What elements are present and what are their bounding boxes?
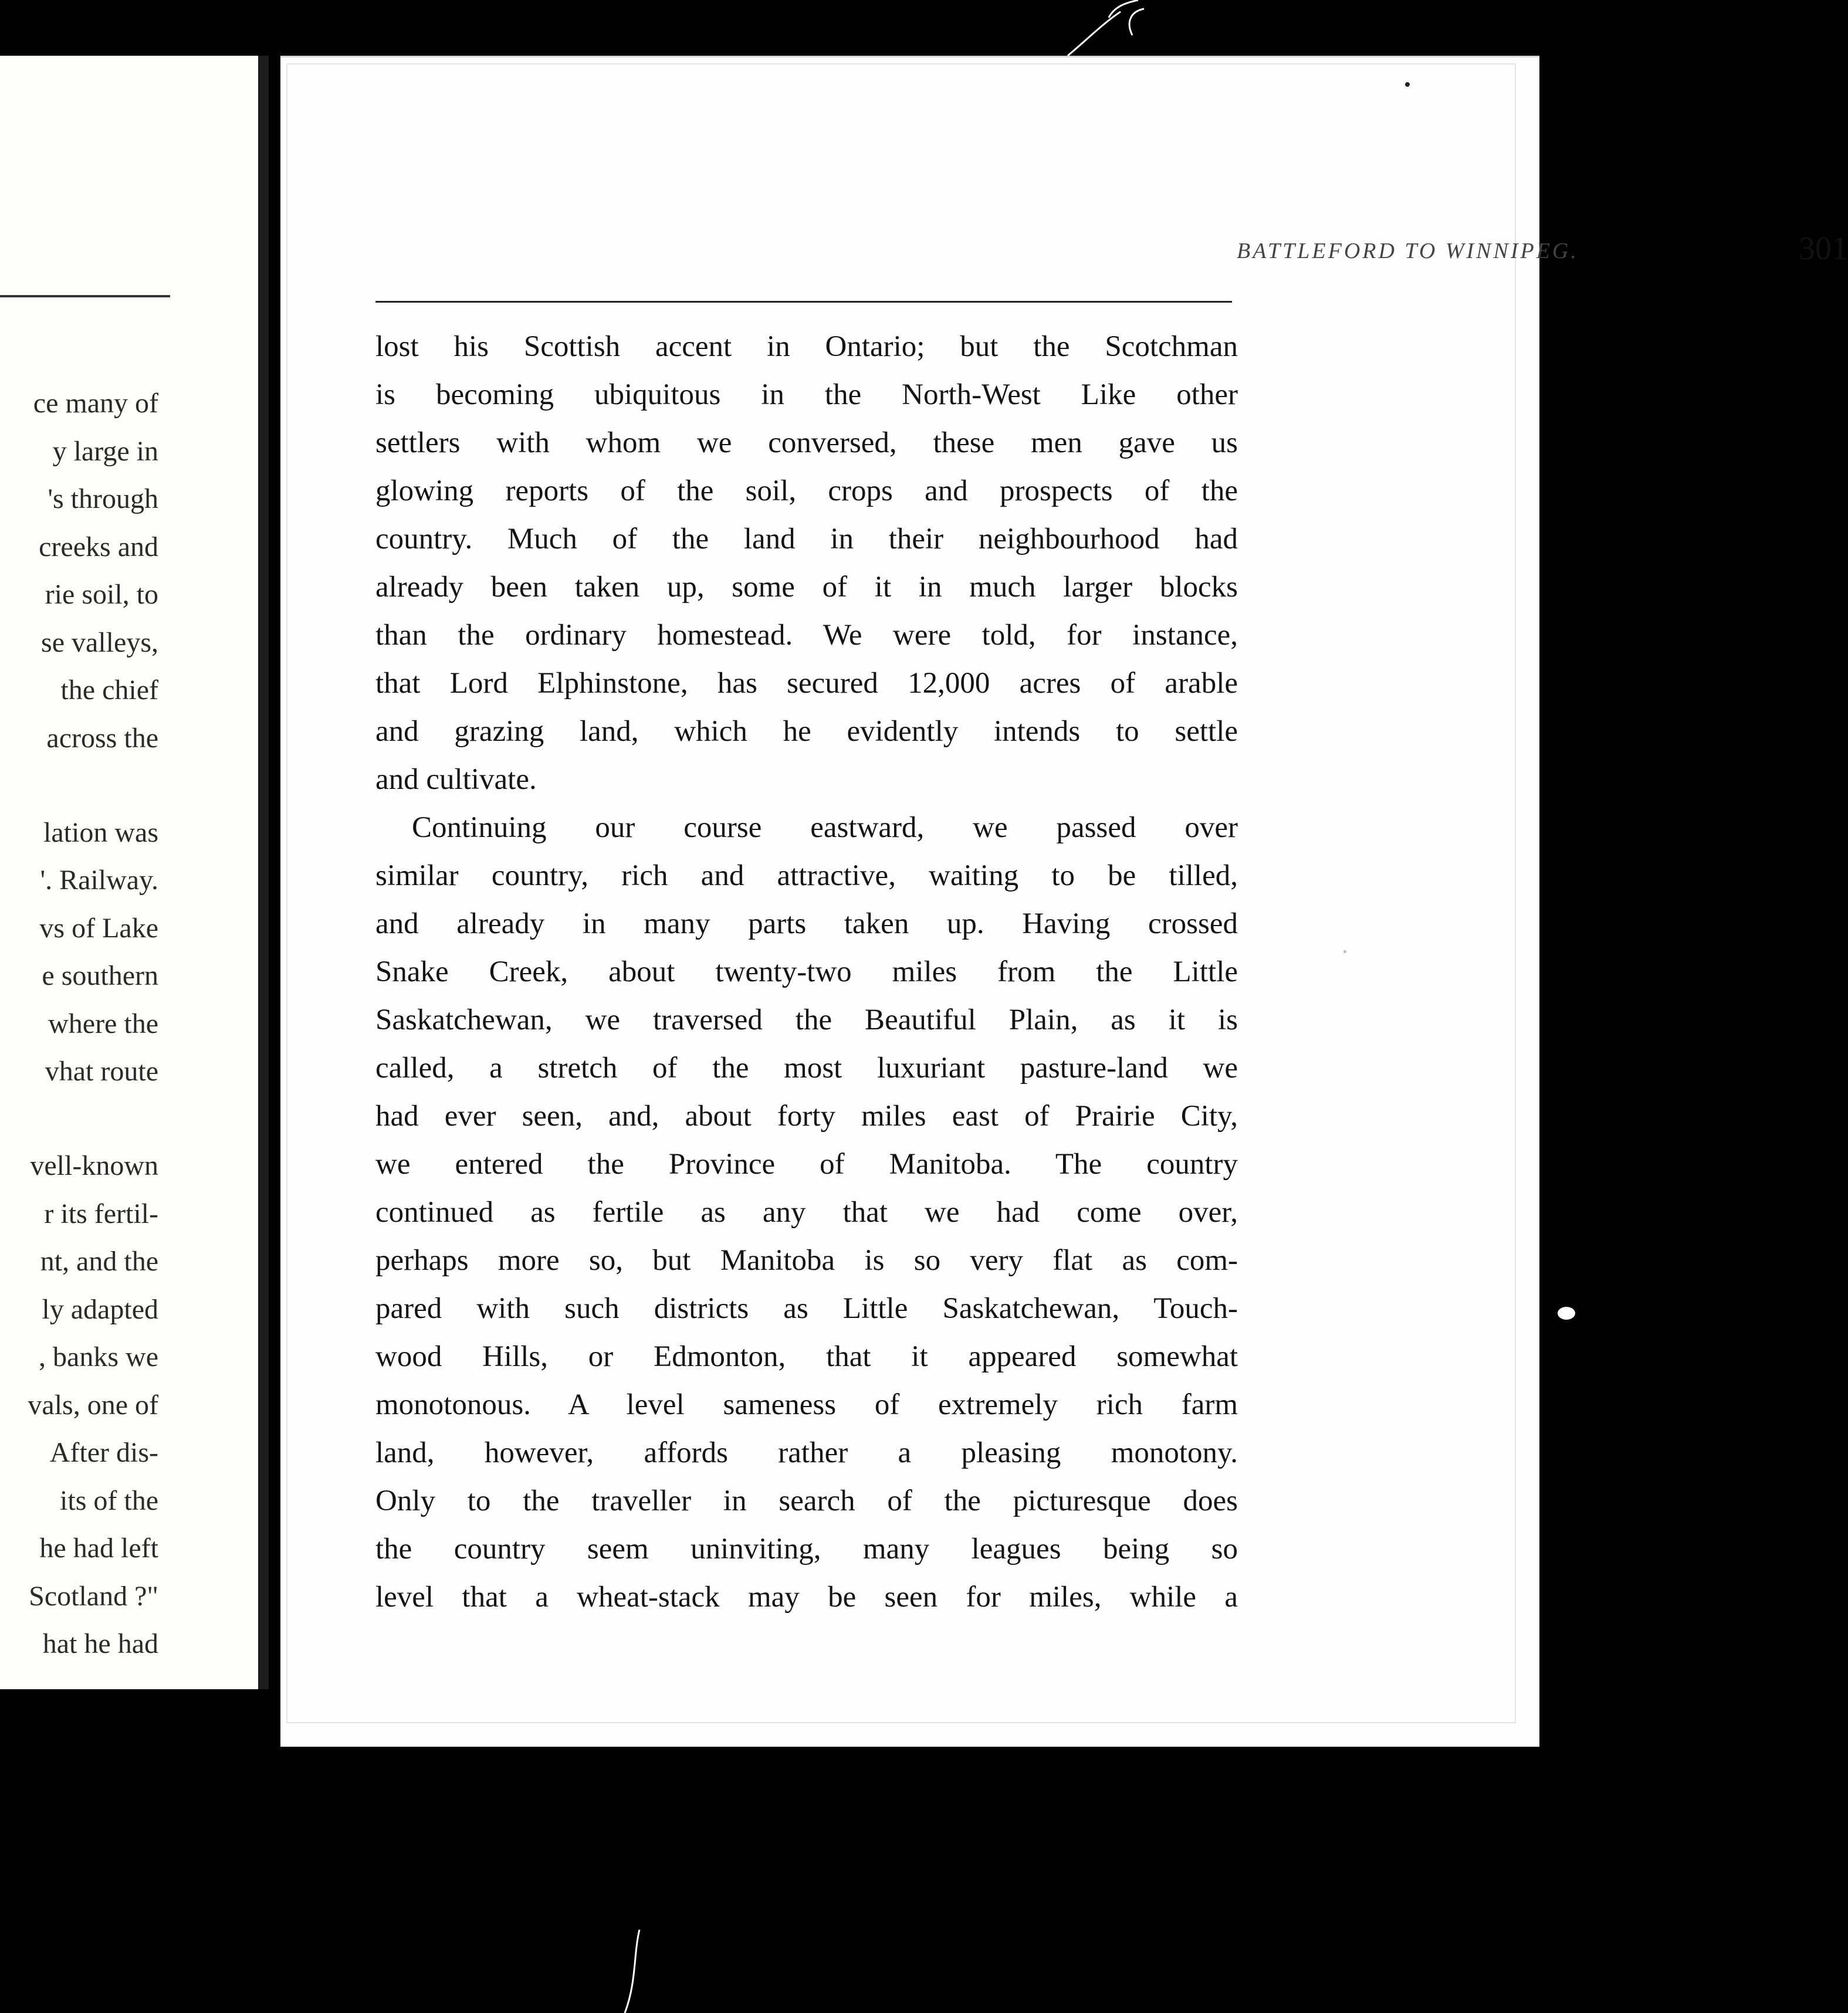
left-line: y large in: [52, 436, 158, 467]
left-line: 's through: [48, 483, 158, 514]
text-line: Continuing our course eastward, we passed over: [412, 811, 1238, 844]
text-line: similar country, rich and attractive, waiting to be tilled,: [375, 859, 1238, 892]
text-line: we entered the Province of Manitoba. The country: [375, 1148, 1238, 1181]
text-line: had ever seen, and, about forty miles east of Prairie City,: [375, 1100, 1238, 1133]
ink-speck: [1343, 950, 1346, 953]
left-line: r its fertil-: [44, 1198, 158, 1229]
left-line: After dis-: [49, 1437, 158, 1468]
left-line: ce many of: [33, 388, 158, 419]
text-line: pared with such districts as Little Saskatchewan, Touch-: [375, 1292, 1238, 1325]
film-scratch-bottom: [622, 1930, 645, 2013]
header-rule: [375, 301, 1232, 303]
left-line: across the: [46, 723, 158, 754]
text-line: perhaps more so, but Manitoba is so very flat as com-: [375, 1244, 1238, 1277]
text-line: that Lord Elphinstone, has secured 12,000 acres of arable: [375, 667, 1238, 700]
left-line: Scotland ?": [29, 1581, 158, 1612]
left-line: '. Railway.: [40, 865, 158, 896]
scan-hole: [1558, 1307, 1575, 1320]
left-line: the chief: [60, 675, 158, 706]
text-line: and cultivate.: [375, 763, 537, 796]
text-line: country. Much of the land in their neighbourhood had: [375, 523, 1238, 555]
running-title: BATTLEFORD TO WINNIPEG.: [1237, 239, 1579, 263]
left-line: he had left: [39, 1533, 158, 1564]
left-line: nt, and the: [40, 1246, 158, 1277]
left-line: rie soil, to: [45, 579, 158, 610]
running-head: [627, 231, 1848, 279]
left-line: vhat route: [45, 1056, 158, 1087]
text-line: the country seem uninviting, many leagues being so: [375, 1533, 1238, 1565]
text-line: lost his Scottish accent in Ontario; but the Scotchman: [375, 330, 1238, 363]
left-line: vell-known: [30, 1150, 158, 1181]
left-line: hat he had: [42, 1628, 158, 1659]
left-line: vals, one of: [28, 1390, 158, 1421]
text-line: settlers with whom we conversed, these men gave us: [375, 426, 1238, 459]
left-line: ly adapted: [42, 1294, 158, 1325]
left-line: creeks and: [39, 531, 158, 562]
left-page-rule: [0, 295, 170, 297]
text-line: called, a stretch of the most luxuriant pasture-land we: [375, 1052, 1238, 1085]
text-line: already been taken up, some of it in much larger blocks: [375, 571, 1238, 604]
left-facing-page: [0, 56, 269, 1689]
left-line: , banks we: [39, 1341, 158, 1372]
text-line: Saskatchewan, we traversed the Beautiful Plain, as it is: [375, 1004, 1238, 1036]
left-line: its of the: [60, 1485, 158, 1516]
text-line: and already in many parts taken up. Having crossed: [375, 907, 1238, 940]
left-line: se valleys,: [41, 627, 158, 658]
film-scratch-top: [1068, 0, 1150, 59]
ink-speck: [1405, 82, 1410, 87]
left-line: e southern: [42, 960, 158, 991]
page-number: 301: [1799, 231, 1848, 267]
left-line: vs of Lake: [39, 913, 158, 944]
text-line: wood Hills, or Edmonton, that it appeared somewhat: [375, 1340, 1238, 1373]
text-line: glowing reports of the soil, crops and prospects of the: [375, 475, 1238, 507]
text-line: is becoming ubiquitous in the North-West Like other: [375, 378, 1238, 411]
left-line: lation was: [43, 817, 158, 848]
left-line: where the: [48, 1008, 158, 1039]
text-line: and grazing land, which he evidently intends to settle: [375, 715, 1238, 748]
text-line: land, however, affords rather a pleasing monotony.: [375, 1436, 1238, 1469]
text-line: monotonous. A level sameness of extremely rich farm: [375, 1388, 1238, 1421]
text-line: than the ordinary homestead. We were told, for instance,: [375, 619, 1238, 652]
text-line: Snake Creek, about twenty-two miles from the Little: [375, 955, 1238, 988]
text-line: continued as fertile as any that we had come over,: [375, 1196, 1238, 1229]
text-line: Only to the traveller in search of the picturesque does: [375, 1485, 1238, 1517]
text-line: level that a wheat-stack may be seen for miles, while a: [375, 1581, 1238, 1614]
